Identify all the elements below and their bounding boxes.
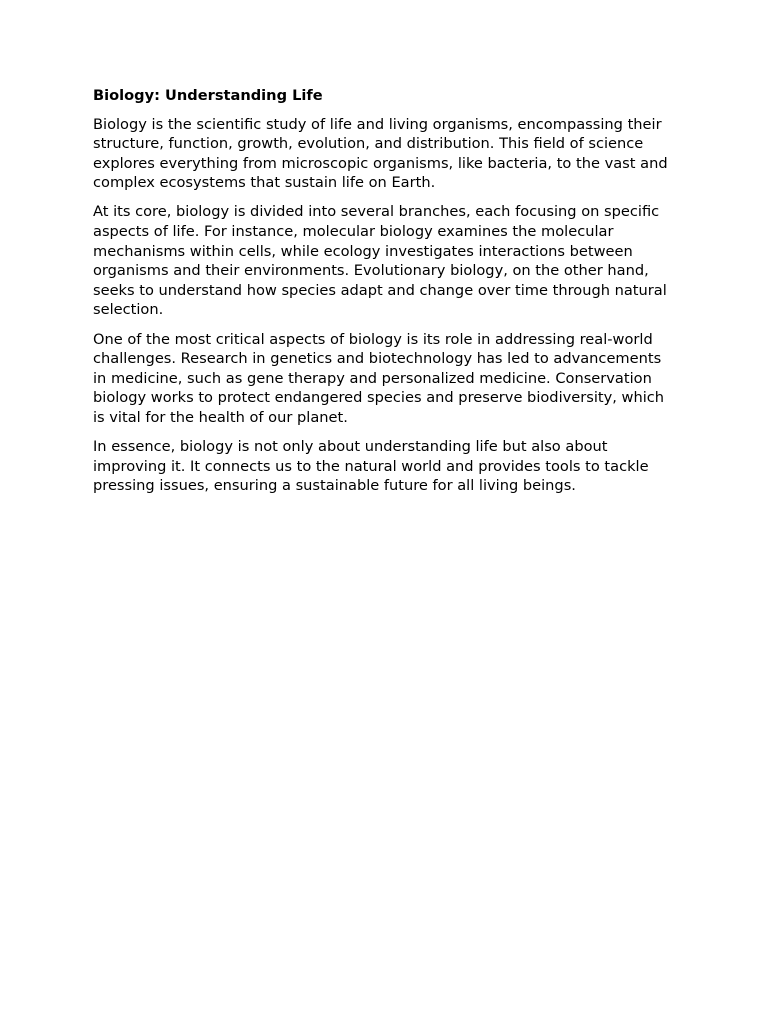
document-title: Biology: Understanding Life xyxy=(93,87,323,104)
paragraph-branches: At its core, biology is divided into several branches, each focusing on specific aspects of life. For instance, molecular biology examines the molecular mechanisms within cells, while ecology investigates interactions between organisms and their environments. Evolutionary biology, on the other hand, seeks to understand how species adapt and change over time through natural selection. xyxy=(93,203,667,319)
paragraph-conclusion: In essence, biology is not only about understanding life but also about improving it. It connects us to the natural world and provides tools to tackle pressing issues, ensuring a sustainable future for all living beings. xyxy=(93,438,649,495)
paragraph-challenges: One of the most critical aspects of biology is its role in addressing real-world challenges. Research in genetics and biotechnology has led to advancements in medicine, such as gene therapy and personalized medicine. Conservation biology works to protect endangered species and preserve biodiversity, which is vital for the health of our planet. xyxy=(93,330,665,426)
paragraph-intro: Biology is the scientific study of life and living organisms, encompassing their structure, function, growth, evolution, and distribution. This field of science explores everything from microscopic organisms, like bacteria, to the vast and complex ecosystems that sustain life on Earth. xyxy=(93,115,668,192)
